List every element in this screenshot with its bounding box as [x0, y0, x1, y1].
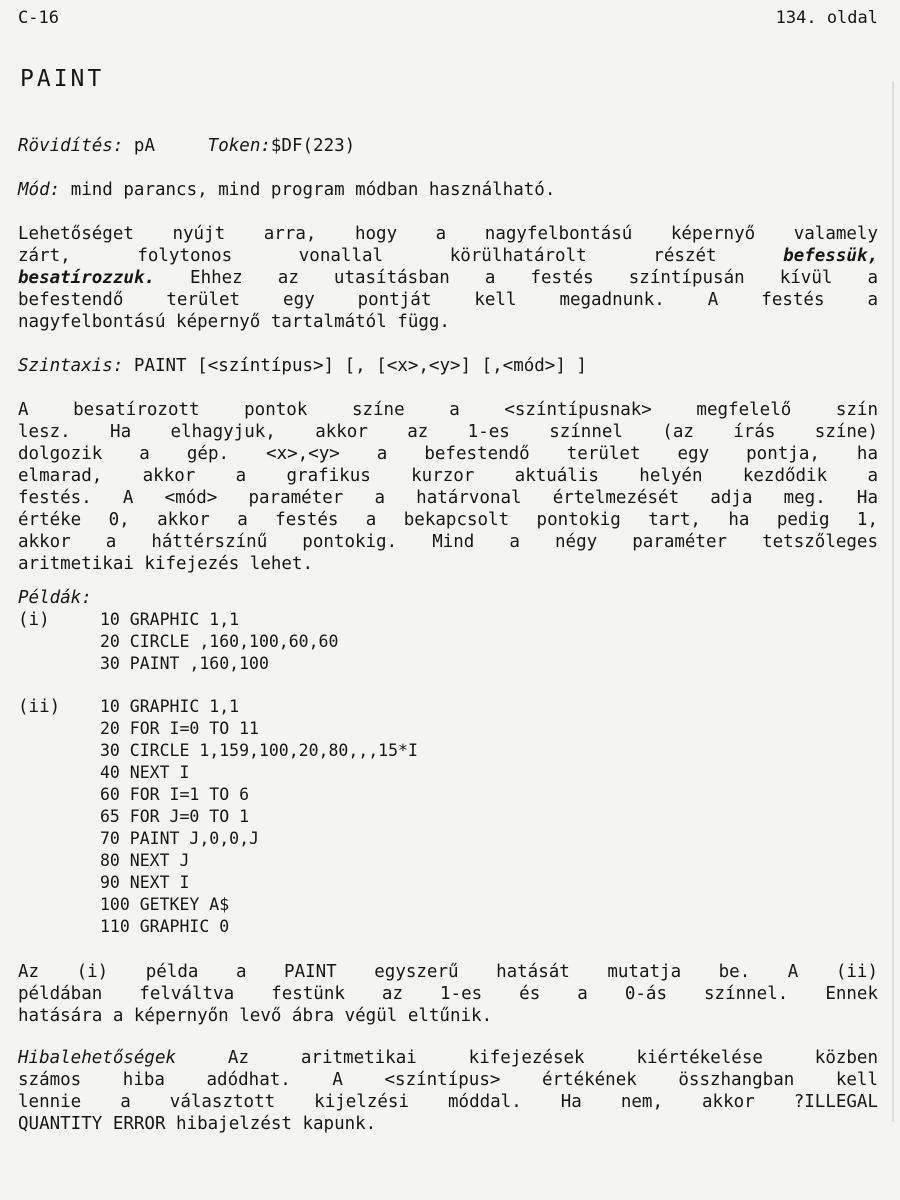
params-line-2: lesz. Ha elhagyjuk, akkor az 1-es színnel (az írás színe)	[18, 422, 878, 442]
example-1-line: 30 PAINT ,160,100	[100, 654, 269, 673]
description-line-4: befestendő terület egy pontját kell megadnunk. A festés a	[18, 290, 878, 310]
explanation-line-1: Az (i) példa a PAINT egyszerű hatását mutatja be. A (ii)	[18, 962, 878, 982]
description-line-3	[18, 267, 878, 289]
example-2-line: 70 PAINT J,0,0,J	[100, 829, 259, 848]
example-2-line: 80 NEXT J	[100, 851, 190, 870]
errors-line-4: QUANTITY ERROR hibajelzést kapunk.	[18, 1114, 377, 1134]
emphasis-besatirozzuk: besatírozzuk.	[18, 268, 155, 288]
page-number: 134. oldal	[775, 8, 878, 28]
abbrev-label: Rövidítés:	[18, 136, 124, 156]
errors-line-3: lennie a választott kijelzési móddal. Ha nem, akkor ?ILLEGAL	[18, 1092, 878, 1112]
example-2-line: 60 FOR I=1 TO 6	[100, 785, 250, 804]
example-2-line: 20 FOR I=0 TO 11	[100, 719, 259, 738]
example-2-line: 100 GETKEY A$	[100, 895, 230, 914]
syntax-text: PAINT [<színtípus>] [, [<x>,<y>] [,<mód>] ]	[133, 356, 587, 376]
errors-line-2: számos hiba adódhat. A <színtípus> értékének összhangban kell	[18, 1070, 878, 1090]
params-line-3: dolgozik a gép. <x>,<y> a befestendő terület egy pontja, ha	[18, 444, 878, 464]
params-line-5: festés. A <mód> paraméter a határvonal értelmezését adja meg. Ha	[18, 488, 878, 508]
example-2-line: 65 FOR J=0 TO 1	[100, 807, 250, 826]
mode-line	[18, 179, 555, 201]
params-line-8: aritmetikai kifejezés lehet.	[18, 554, 314, 574]
example-2-line: 110 GRAPHIC 0	[100, 917, 230, 936]
abbrev-value: pA	[133, 136, 155, 156]
params-line-6: értéke 0, akkor a festés a bekapcsolt pontokig tart, ha pedig 1,	[18, 510, 878, 530]
example-2-label: (ii)	[18, 697, 61, 717]
abbreviation-line	[18, 135, 355, 157]
token-value: $DF(223)	[270, 136, 356, 156]
examples-label: Példák:	[18, 588, 92, 608]
explanation-line-3: hatására a képernyőn levő ábra végül eltűnik.	[18, 1006, 493, 1026]
mode-text: mind parancs, mind program módban használható.	[70, 180, 556, 200]
description-line-2-text: zárt, folytonos vonallal körülhatárolt részét	[18, 246, 717, 266]
syntax-label: Szintaxis:	[18, 356, 124, 376]
page-title: PAINT	[20, 66, 105, 92]
errors-line-1-text: Az aritmetikai kifejezések kiértékelése közben	[176, 1048, 878, 1068]
example-2-line: 10 GRAPHIC 1,1	[100, 697, 240, 716]
params-line-4: elmarad, akkor a grafikus kurzor aktuális helyén kezdődik a	[18, 466, 878, 486]
explanation-line-2: példában felváltva festünk az 1-es és a 0-ás színnel. Ennek	[18, 984, 878, 1004]
params-line-1: A besatírozott pontok színe a <színtípusnak> megfelelő szín	[18, 400, 878, 420]
mode-label: Mód:	[18, 180, 61, 200]
token-label: Token:	[207, 136, 271, 156]
page-edge-shadow	[892, 82, 894, 1122]
example-2-line: 40 NEXT I	[100, 763, 190, 782]
errors-label: Hibalehetőségek	[18, 1048, 177, 1068]
example-1-label: (i)	[18, 610, 50, 630]
example-2-line: 90 NEXT I	[100, 873, 190, 892]
syntax-line	[18, 355, 587, 377]
params-line-7: akkor a háttérszínű pontokig. Mind a négy paraméter tetszőleges	[18, 532, 878, 552]
description-line-3-text: Ehhez az utasításban a festés színtípusán kívül a	[154, 268, 878, 288]
example-1-line: 20 CIRCLE ,160,100,60,60	[100, 632, 339, 651]
page-code: C-16	[18, 8, 59, 28]
example-1-line: 10 GRAPHIC 1,1	[100, 610, 240, 629]
description-line-1: Lehetőséget nyújt arra, hogy a nagyfelbontású képernyő valamely	[18, 224, 878, 244]
description-line-2	[18, 245, 878, 267]
description-line-5: nagyfelbontású képernyő tartalmától függ.	[18, 312, 450, 332]
errors-line-1	[18, 1047, 878, 1069]
example-2-line: 30 CIRCLE 1,159,100,20,80,,,15*I	[100, 741, 418, 760]
emphasis-befessuk: befessük,	[783, 246, 878, 266]
